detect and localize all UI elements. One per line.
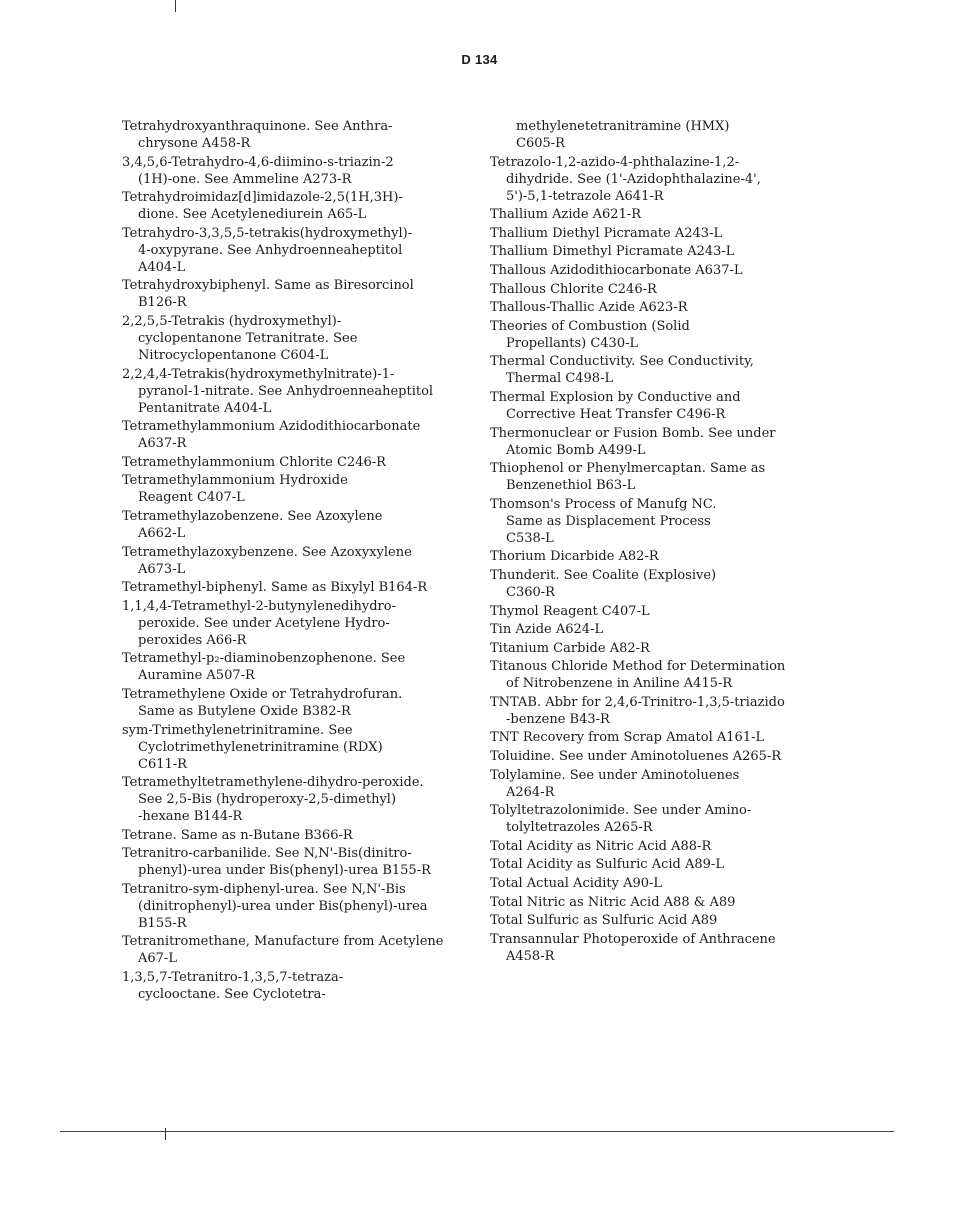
- entry-heading: Tetranitro-carbanilide. See N,N'-Bis(dinitro-: [122, 846, 412, 862]
- entry-heading: Transannular Photoperoxide of Anthracene: [490, 931, 776, 947]
- entry-continuation: Atomic Bomb A499-L: [506, 442, 646, 458]
- entry-continuation: -hexane B144-R: [138, 809, 243, 825]
- entry-heading: Tetramethylammonium Azidodithiocarbonate: [122, 419, 421, 435]
- entry-heading: Thiophenol or Phenylmercaptan. Same as: [490, 461, 766, 477]
- entry-continuation: peroxides A66-R: [138, 632, 247, 648]
- index-entry: [490, 262, 830, 279]
- entry-heading: Toluidine. See under Aminotoluenes A265-R: [490, 749, 782, 765]
- entry-continuation: dione. See Acetylenediurein A65-L: [138, 207, 367, 223]
- entry-heading: Titanium Carbide A82-R: [490, 640, 650, 656]
- entry-heading: Thallium Diethyl Picramate A243-L: [490, 225, 723, 241]
- index-entry: [490, 694, 830, 728]
- entry-heading: Thorium Dicarbide A82-R: [490, 549, 659, 565]
- entry-heading: Tetrahydroxyanthraquinone. See Anthra-: [122, 119, 393, 134]
- entry-continuation: B155-R: [138, 915, 187, 931]
- entry-heading: Tetramethylazoxybenzene. See Azoxyxylene: [122, 544, 412, 560]
- entry-continuation: A458-R: [506, 948, 555, 964]
- entry-heading: Total Acidity as Sulfuric Acid A89-L: [490, 857, 724, 873]
- entry-continuation: peroxide. See under Acetylene Hydro-: [138, 615, 390, 631]
- entry-continuation: C538-L: [506, 530, 554, 546]
- index-entry: [490, 496, 830, 547]
- entry-continuation: pyranol-1-nitrate. See Anhydroenneaheptitol: [138, 383, 434, 399]
- index-entry: [490, 281, 830, 298]
- entry-heading: Tolyltetrazolonimide. See under Amino-: [490, 803, 752, 819]
- entry-heading: Thallous-Thallic Azide A623-R: [490, 300, 688, 316]
- index-entry: [490, 299, 830, 316]
- entry-heading: Tetramethylene Oxide or Tetrahydrofuran.: [122, 686, 403, 702]
- entry-continuation: C360-R: [506, 584, 555, 600]
- entry-continuation: phenyl)-urea under Bis(phenyl)-urea B155-R: [138, 863, 431, 879]
- index-entry: [122, 969, 457, 1003]
- index-entry: [490, 748, 830, 765]
- page-label: D 134: [461, 52, 498, 67]
- entry-heading: Tetramethylazobenzene. See Azoxylene: [122, 508, 383, 524]
- index-entry: [122, 454, 457, 471]
- index-entry: [490, 460, 830, 494]
- entry-heading: Thermal Explosion by Conductive and: [490, 389, 741, 405]
- index-entry: [122, 313, 457, 364]
- entry-heading: Total Nitric as Nitric Acid A88 & A89: [490, 894, 736, 910]
- index-entry: [490, 658, 830, 692]
- entry-heading: Tetrane. Same as n-Butane B366-R: [122, 827, 353, 843]
- index-entry: [490, 243, 830, 260]
- index-entry: [490, 154, 830, 205]
- entry-continuation: Same as Butylene Oxide B382-R: [138, 703, 351, 719]
- entry-continuation: dihydride. See (1'-Azidophthalazine-4',: [506, 171, 761, 187]
- entry-heading: 1,1,4,4-Tetramethyl-2-butynylenedihydro-: [122, 598, 396, 614]
- index-entry: [122, 598, 457, 649]
- index-entry: [490, 802, 830, 836]
- index-entry: [122, 154, 457, 188]
- index-entry: [122, 544, 457, 578]
- index-entry: [490, 875, 830, 892]
- entry-continuation: 5')-5,1-tetrazole A641-R: [506, 188, 664, 204]
- entry-continuation: A67-L: [138, 951, 177, 967]
- entry-heading: Tetrahydroimidaz[d]imidazole-2,5(1H,3H)-: [122, 190, 403, 206]
- entry-continuation: A637-R: [138, 436, 187, 452]
- index-entry: [122, 472, 457, 506]
- entry-continuation: A673-L: [138, 561, 186, 577]
- index-entry: [122, 686, 457, 720]
- index-entry: [122, 881, 457, 932]
- entry-continuation: (1H)-one. See Ammeline A273-R: [138, 171, 352, 187]
- entry-heading: Tetrahydro-3,3,5,5-tetrakis(hydroxymethyl)-: [122, 225, 413, 241]
- index-entry: [122, 827, 457, 844]
- entry-heading: Thermal Conductivity. See Conductivity,: [490, 354, 754, 370]
- entry-heading: Tetramethylammonium Hydroxide: [122, 473, 348, 489]
- entry-heading: Thallium Dimethyl Picramate A243-L: [490, 244, 735, 260]
- entry-continuation: Auramine A507-R: [138, 668, 255, 684]
- index-entry: [122, 508, 457, 542]
- entry-continuation: A264-R: [506, 784, 555, 800]
- entry-continuation: Propellants) C430-L: [506, 335, 639, 351]
- index-entry: [490, 767, 830, 801]
- index-entry: [122, 650, 457, 684]
- scan-mark-bottom: [165, 1128, 166, 1140]
- index-entry: [490, 318, 830, 352]
- entry-heading: Thunderit. See Coalite (Explosive): [490, 567, 717, 583]
- left-column: [122, 118, 457, 1005]
- index-entry: [490, 206, 830, 223]
- index-entry: [490, 389, 830, 423]
- entry-continuation: Thermal C498-L: [506, 371, 614, 387]
- entry-continuation: Cyclotrimethylenetrinitramine (RDX): [138, 739, 383, 755]
- entry-heading: Titanous Chloride Method for Determination: [490, 659, 786, 675]
- index-entry: [122, 277, 457, 311]
- index-entry: [490, 912, 830, 929]
- entry-heading: Tetranitro-sym-diphenyl-urea. See N,N'-Bis: [122, 881, 406, 897]
- index-entry: [490, 894, 830, 911]
- entry-continuation: Same as Displacement Process: [506, 513, 711, 529]
- entry-heading: TNT Recovery from Scrap Amatol A161-L: [490, 730, 765, 746]
- index-entry: [122, 225, 457, 276]
- index-entry: [122, 933, 457, 967]
- entry-heading: Tetrahydroxybiphenyl. Same as Biresorcinol: [122, 278, 414, 294]
- entry-continuation: Reagent C407-L: [138, 490, 245, 506]
- entry-continuation: B126-R: [138, 295, 187, 311]
- entry-heading: Tin Azide A624-L: [490, 622, 604, 638]
- entry-heading: Theories of Combustion (Solid: [490, 318, 690, 334]
- index-entry: [122, 845, 457, 879]
- entry-heading: 3,4,5,6-Tetrahydro-4,6-diimino-s-triazin-2: [122, 154, 394, 170]
- entry-heading: Thymol Reagent C407-L: [490, 603, 650, 619]
- entry-heading: Thomson's Process of Manufg NC.: [490, 496, 717, 512]
- entry-continuation: chrysone A458-R: [138, 136, 251, 151]
- index-entry: [490, 548, 830, 565]
- entry-heading: 2,2,5,5-Tetrakis (hydroxymethyl)-: [122, 313, 342, 329]
- entry-heading: 1,3,5,7-Tetranitro-1,3,5,7-tetraza-: [122, 970, 344, 986]
- entry-continuation: Nitrocyclopentanone C604-L: [138, 347, 329, 363]
- entry-continuation: C605-R: [516, 136, 565, 151]
- entry-continuation: tolyltetrazoles A265-R: [506, 820, 653, 836]
- entry-heading: Total Sulfuric as Sulfuric Acid A89: [490, 913, 718, 929]
- index-entry: [490, 567, 830, 601]
- entry-heading: Total Actual Acidity A90-L: [490, 876, 663, 892]
- entry-heading: Tolylamine. See under Aminotoluenes: [490, 767, 740, 783]
- index-entry: [122, 774, 457, 825]
- entry-heading: Thallium Azide A621-R: [490, 207, 642, 223]
- index-entry: [122, 418, 457, 452]
- entry-continuation: (dinitrophenyl)-urea under Bis(phenyl)-urea: [138, 898, 428, 914]
- entry-heading: Thallous Chlorite C246-R: [490, 281, 657, 297]
- entry-continuation: cyclopentanone Tetranitrate. See: [138, 330, 358, 346]
- right-column: [490, 118, 830, 966]
- index-entry: [122, 189, 457, 223]
- entry-continuation: -benzene B43-R: [506, 711, 610, 727]
- entry-heading: Thallous Azidodithiocarbonate A637-L: [490, 262, 743, 278]
- index-entry: [490, 603, 830, 620]
- entry-heading: Tetramethylammonium Chlorite C246-R: [122, 454, 386, 470]
- entry-heading: methylenetetranitramine (HMX): [516, 119, 730, 134]
- index-entry: [490, 640, 830, 657]
- index-entry: [122, 722, 457, 773]
- index-entry: [490, 353, 830, 387]
- index-entry: [490, 729, 830, 746]
- entry-continuation: A662-L: [138, 525, 186, 541]
- entry-heading: TNTAB. Abbr for 2,4,6-Trinitro-1,3,5-triazido: [490, 694, 785, 710]
- entry-continuation: cyclooctane. See Cyclotetra-: [138, 987, 326, 1003]
- index-entry: [490, 425, 830, 459]
- entry-heading: Tetrazolo-1,2-azido-4-phthalazine-1,2-: [490, 154, 740, 170]
- entry-heading: Tetramethyl-biphenyl. Same as Bixylyl B164-R: [122, 580, 428, 596]
- entry-continuation: A404-L: [138, 259, 186, 275]
- entry-continuation: Pentanitrate A404-L: [138, 400, 272, 416]
- index-entry: [122, 366, 457, 417]
- entry-continuation: See 2,5-Bis (hydroperoxy-2,5-dimethyl): [138, 792, 397, 808]
- scan-mark: [175, 0, 176, 12]
- index-entry: [490, 856, 830, 873]
- entry-heading: Tetramethyltetramethylene-dihydro-peroxide.: [122, 775, 424, 791]
- index-entry: [490, 118, 830, 152]
- entry-heading: 2,2,4,4-Tetrakis(hydroxymethylnitrate)-1-: [122, 366, 395, 382]
- index-entry: [490, 931, 830, 965]
- footer-rule: [60, 1131, 894, 1132]
- index-entry: [122, 118, 457, 152]
- entry-continuation: C611-R: [138, 756, 187, 772]
- entry-heading: Tetranitromethane, Manufacture from Acetylene: [122, 934, 444, 950]
- index-entry: [490, 621, 830, 638]
- entry-continuation: Benzenethiol B63-L: [506, 478, 636, 494]
- entry-continuation: 4-oxypyrane. See Anhydroenneaheptitol: [138, 242, 403, 258]
- index-entry: [490, 225, 830, 242]
- entry-heading: Thermonuclear or Fusion Bomb. See under: [490, 425, 776, 441]
- index-entry: [122, 579, 457, 596]
- entry-heading: Tetramethyl-p₂-diaminobenzophenone. See: [122, 651, 406, 667]
- index-entry: [490, 838, 830, 855]
- entry-heading: sym-Trimethylenetrinitramine. See: [122, 722, 353, 738]
- entry-continuation: Corrective Heat Transfer C496-R: [506, 406, 726, 422]
- entry-heading: Total Acidity as Nitric Acid A88-R: [490, 838, 712, 854]
- entry-continuation: of Nitrobenzene in Aniline A415-R: [506, 676, 733, 692]
